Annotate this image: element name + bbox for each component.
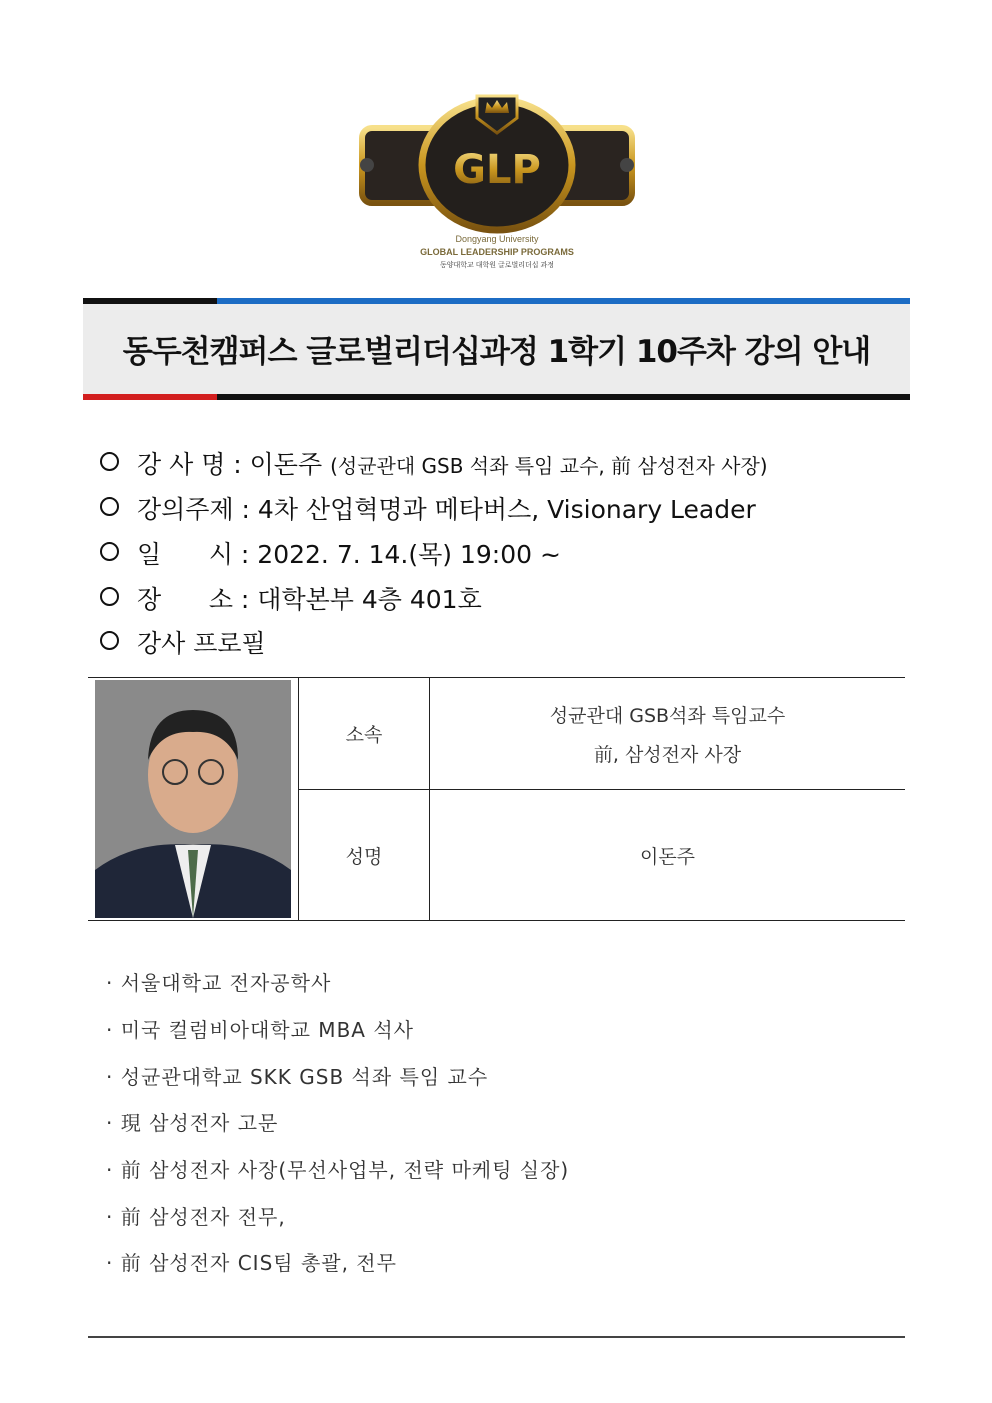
circle-bullet-icon [100,452,119,471]
logo-mark: GLP [453,147,541,193]
page-title: 동두천캠퍼스 글로벌리더십과정 1학기 10주차 강의 안내 [122,334,871,370]
career-item: · 서울대학교 전자공학사 [106,971,332,995]
career-item: · 성균관대학교 SKK GSB 석좌 특임 교수 [106,1065,489,1089]
name-label: 성명 [299,790,430,921]
info-topic: 강의주제 : 4차 산업혁명과 메타버스, Visionary Leader [100,490,756,526]
career-item: · 現 삼성전자 고문 [106,1111,279,1135]
info-profile-heading: 강사 프로필 [100,624,266,660]
circle-bullet-icon [100,542,119,561]
profile-table [88,677,905,921]
info-place: 장 소 : 대학본부 4층 401호 [100,580,482,616]
logo-line3: 동양대학교 대학원 글로벌리더십 과정 [439,262,555,269]
career-item: · 미국 컬럼비아대학교 MBA 석사 [106,1018,414,1042]
lecturer-photo [88,678,299,921]
logo-line1: Dongyang University [455,234,539,244]
info-lecturer: 강 사 명 : 이돈주 (성균관대 GSB 석좌 특임 교수, 前 삼성전자 사장) [100,445,768,481]
info-datetime: 일 시 : 2022. 7. 14.(목) 19:00 ~ [100,535,561,571]
footer-divider [88,1336,905,1338]
name-value: 이돈주 [430,790,906,921]
affiliation-value: 성균관대 GSB석좌 특임교수 前, 삼성전자 사장 [430,678,906,790]
circle-bullet-icon [100,497,119,516]
glp-logo [357,88,637,273]
title-bar [83,298,910,400]
affiliation-label: 소속 [299,678,430,790]
career-item: · 前 삼성전자 CIS팀 총괄, 전무 [106,1251,397,1275]
logo-line2: GLOBAL LEADERSHIP PROGRAMS [420,247,574,257]
career-item: · 前 삼성전자 전무, [106,1205,286,1229]
circle-bullet-icon [100,587,119,606]
career-item: · 前 삼성전자 사장(무선사업부, 전략 마케팅 실장) [106,1158,570,1182]
circle-bullet-icon [100,631,119,650]
